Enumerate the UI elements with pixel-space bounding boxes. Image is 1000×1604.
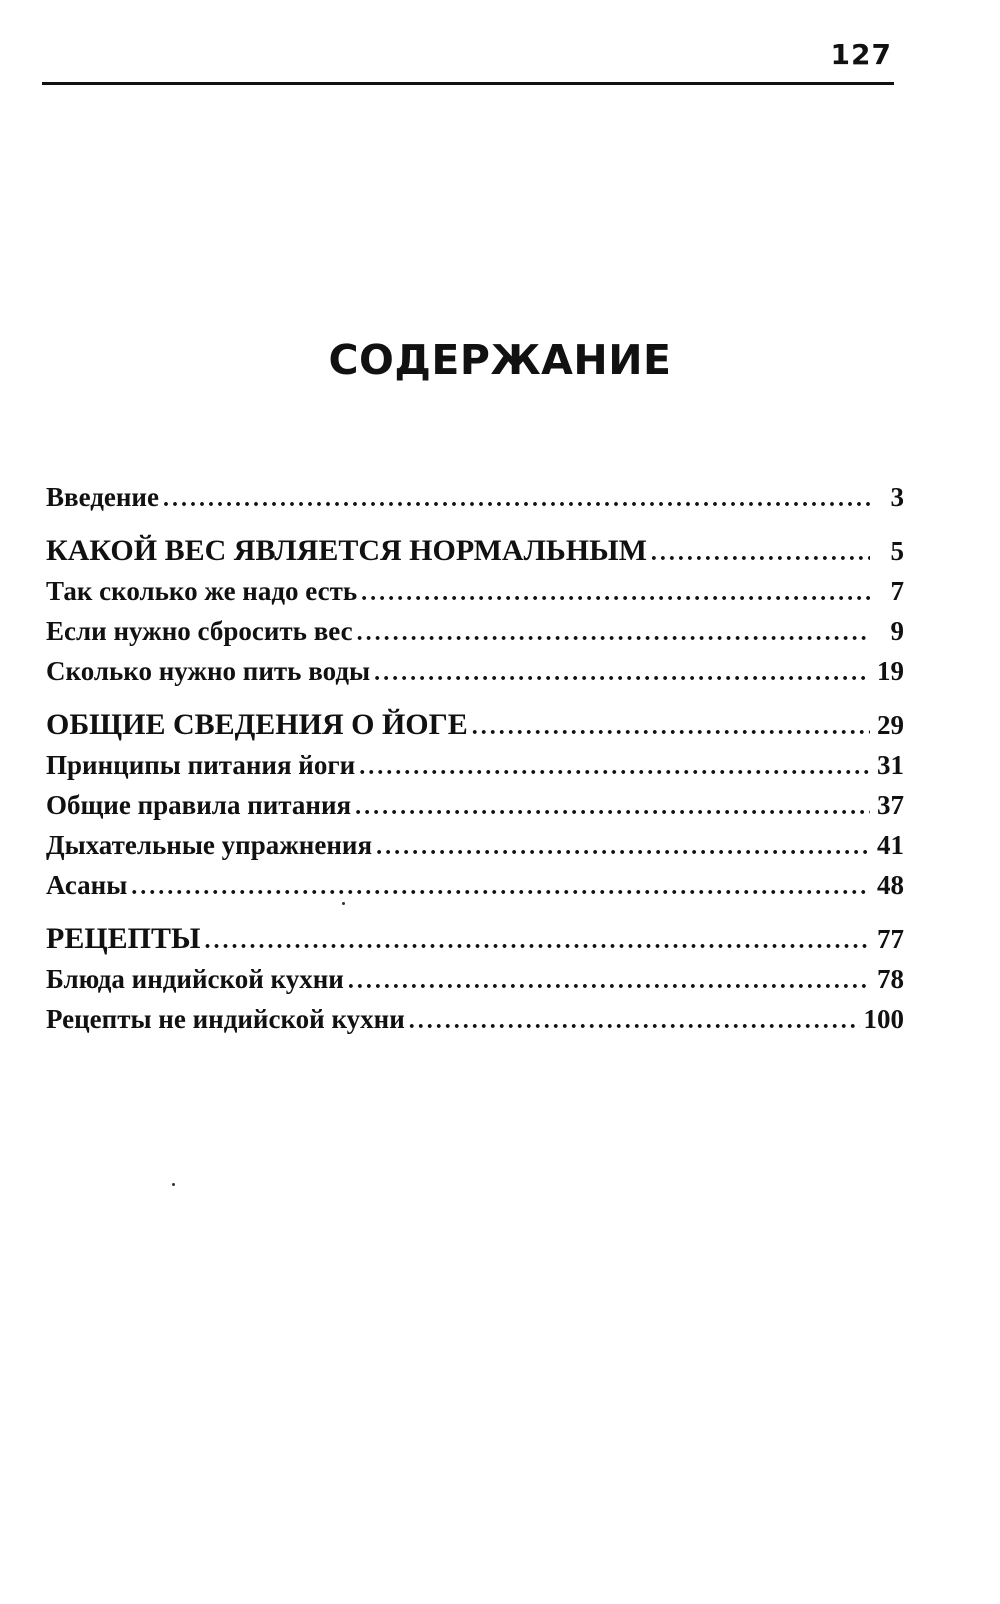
toc-section-normal-weight (46, 532, 904, 572)
toc-entry-label: Рецепты не индийской кухни (46, 1004, 405, 1034)
toc-entry-page: 9 (890, 616, 904, 646)
toc-entry-page: 37 (877, 790, 904, 820)
toc-entry-page: 100 (863, 1004, 904, 1034)
page-number: 127 (830, 38, 892, 71)
toc-entry-label: Сколько нужно пить воды (46, 656, 371, 686)
toc-entry-page: 48 (877, 870, 904, 900)
toc-entry-page: 31 (877, 750, 904, 780)
toc-entry-page: 77 (877, 924, 904, 954)
table-of-contents (46, 478, 904, 1040)
toc-section-recipes (46, 920, 904, 960)
dot-leader (374, 654, 870, 692)
toc-section-label: ОБЩИЕ СВЕДЕНИЯ О ЙОГЕ (46, 708, 468, 741)
toc-entry-label: Дыхательные упражнения (46, 830, 373, 860)
toc-entry-page: 41 (877, 830, 904, 860)
dot-leader (651, 534, 870, 572)
toc-entry-page: 78 (877, 964, 904, 994)
toc-entry-general-nutrition-rules (46, 786, 904, 826)
toc-entry-page: 7 (890, 576, 904, 606)
dot-leader (472, 708, 870, 746)
dot-leader (361, 574, 870, 612)
dot-leader (204, 922, 870, 960)
scan-speck (172, 1183, 175, 1186)
dot-leader (357, 614, 870, 652)
toc-entry-label: Если нужно сбросить вес (46, 616, 353, 646)
toc-section-label: КАКОЙ ВЕС ЯВЛЯЕТСЯ НОРМАЛЬНЫМ (46, 534, 647, 567)
toc-entry-label: Общие правила питания (46, 790, 352, 820)
toc-section-yoga (46, 706, 904, 746)
toc-entry-label: Введение (46, 482, 159, 512)
toc-entry-label: Так сколько же надо есть (46, 576, 358, 606)
dot-leader (409, 1002, 860, 1040)
header-rule (42, 82, 894, 85)
dot-leader (355, 788, 870, 826)
scan-speck (342, 902, 345, 905)
toc-entry-lose-weight (46, 612, 904, 652)
toc-entry-label: Принципы питания йоги (46, 750, 356, 780)
toc-entry-asanas (46, 866, 904, 906)
toc-entry-how-much-to-eat (46, 572, 904, 612)
toc-entry-indian-dishes (46, 960, 904, 1000)
toc-entry-page: 5 (890, 536, 904, 566)
dot-leader (131, 868, 870, 906)
toc-entry-yoga-nutrition-principles (46, 746, 904, 786)
dot-leader (163, 480, 870, 518)
page-title: СОДЕРЖАНИЕ (328, 336, 672, 384)
toc-entry-label: Асаны (46, 870, 128, 900)
toc-entry-breathing-exercises (46, 826, 904, 866)
toc-entry-page: 3 (890, 482, 904, 512)
dot-leader (359, 748, 870, 786)
toc-entry-water (46, 652, 904, 692)
dot-leader (376, 828, 870, 866)
toc-entry-non-indian-recipes (46, 1000, 904, 1040)
toc-entry-page: 29 (877, 710, 904, 740)
toc-section-label: РЕЦЕПТЫ (46, 922, 201, 955)
toc-entry-introduction (46, 478, 904, 518)
toc-entry-label: Блюда индийской кухни (46, 964, 344, 994)
dot-leader (348, 962, 870, 1000)
toc-entry-page: 19 (877, 656, 904, 686)
